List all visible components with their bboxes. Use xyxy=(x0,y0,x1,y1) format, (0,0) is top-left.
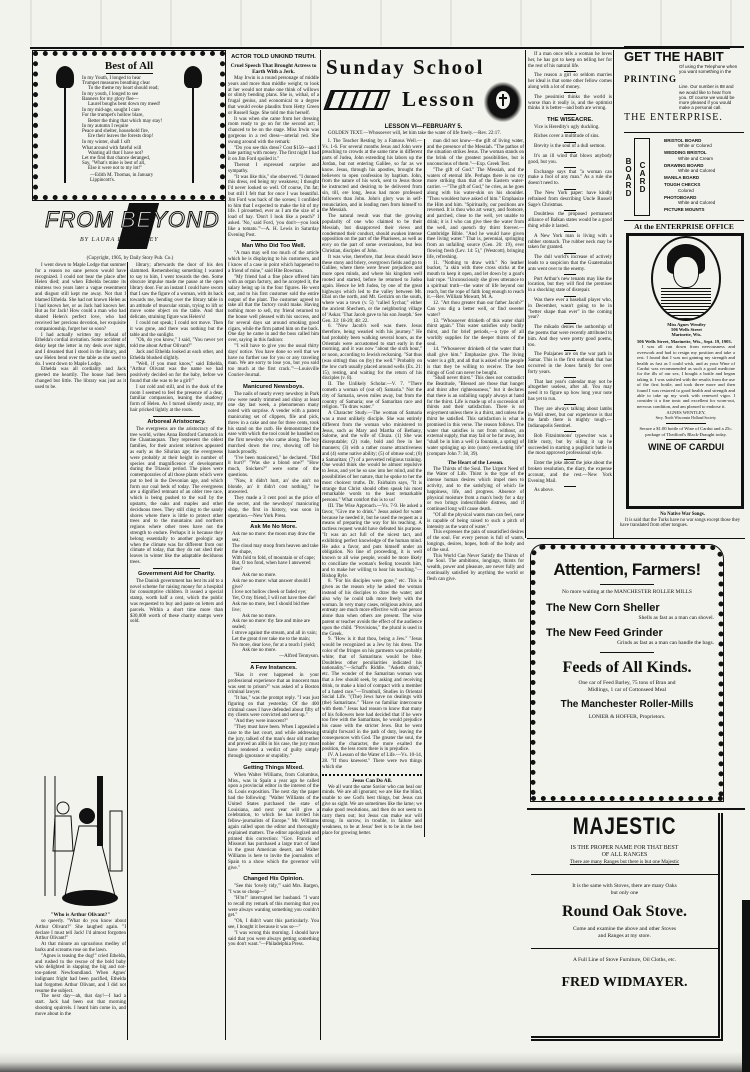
majestic-line8: A Full Line of Stove Furniture, Oil Cloths, etc. xyxy=(572,957,677,963)
article-paragraph: "'I will have to give you the usual thirty days' notice. You have done so well that we have no further use for you or any traveling man. We are sorry to lose you, but you sold too much at the first crack.'"—Louisville Courier-Journal. xyxy=(228,344,319,379)
article-paragraph: "Oh, I didn't want this particularly. You see, I bought it because it was so—" xyxy=(228,919,319,930)
quip: They are always talking about lambs in Wall street, but our experience is that the lamb there is mighty tough.—Indianapolis Sentinel. xyxy=(528,406,612,430)
poem-stanza xyxy=(82,140,176,171)
jesus-can-do-all-title: Jesus Can Do All. xyxy=(352,777,392,784)
serial-paragraph: At that minute an uproarious medley of barks and screams rose on the lawn. xyxy=(35,942,126,953)
quip: The reason a girl so seldom marries her ideal is that some other fellow comes along with a lot of money. xyxy=(528,73,612,90)
majestic-title: MAJESTIC xyxy=(572,813,677,840)
mills-name: The Manchester Roller-Mills xyxy=(560,699,694,710)
flower-illustration-right xyxy=(184,66,202,186)
poem-stanzas xyxy=(82,76,176,172)
item-variant: White and Colored xyxy=(678,168,716,174)
article-paragraph: "It has," was the prompt reply. "I was just figuring on that yesterday. Of the 400 criminal cases I have defended about fifty of my clients were convicted and sent up." xyxy=(228,696,319,719)
article-paragraph: "H'm!" interrupted her husband. "I want to recall my remark of this morning that you were always wanting something you couldn't get." xyxy=(228,896,319,919)
item-name: PHOTOBOARD xyxy=(664,194,697,200)
quip: Doubtless the proposed permanent alliance of Balkan states would be a good thing while it lasted. xyxy=(528,212,612,230)
poem-line: Ere their leaves the forests drop! xyxy=(88,134,154,140)
poem-stanza xyxy=(82,76,176,107)
jesus-can-do-all-text: We all want the same Savior who can heal our minds. We are all ignorant; we are like the blind, unable to see God's best things, but Jesus can give us sight. We are sometimes like the lame; we make good resolutions, and then do not seem to carry them out; but Jesus can make our will strong. In sorrow, in trouble, in failure and weakness, to be at Jesus' feet is to be in the best place for growing better. xyxy=(322,784,422,837)
poem-line: I love not hollow cheek or faded eye; xyxy=(232,590,307,596)
item-variant: White or Colored xyxy=(678,143,712,149)
poem-line: Ask me no more. xyxy=(242,613,277,619)
item-variant: Colored xyxy=(678,187,694,193)
lesson-paragraph: "Shall never thirst." This does not contradict the Beatitude, "Blessed are those that hunger and thirst after righteousness," but it declares that there is an unfailing supply always at hand for the thirst. Life is made up of a succession of thirsts and their satisfaction. There is no enjoyment unless there is a thirst, and unless the thirst be satisfied. This satisfaction is what is promised in this verse. The reason follows. The water that satisfies is not from without, an external supply, that may fail or be far away, but "shall be in him a well (a fountain, a spring) of water springing up into (unto) everlasting life" (compare John 7: 38, 39). xyxy=(427,376,524,457)
poem-line: But, O too fond, when have I answered thee? xyxy=(232,561,311,573)
cross-icon xyxy=(496,91,510,109)
article-title: Ask Me No More. xyxy=(250,524,297,531)
caption-line: Marinette, Wis. xyxy=(671,332,702,337)
poem-line: Let me find that chance deranged, xyxy=(82,156,151,162)
round-oak-stove: Round Oak Stove. xyxy=(562,903,687,920)
wiseacre-item: Vice is Heredity's ugly duckling. xyxy=(534,124,600,130)
poem-line: What around with fateful will xyxy=(82,145,142,151)
enterprise-office: At the ENTERPRISE OFFICE xyxy=(634,222,734,231)
war-songs-title: No Native War Songs. xyxy=(660,512,705,517)
card-board-item xyxy=(664,207,744,212)
quip: The New York paper: have kindly refrained from describing Uncle Russell Sage's Christmas. xyxy=(528,191,612,208)
article-title: Manicured Newsboys. xyxy=(243,383,304,390)
portrait-illustration xyxy=(651,236,721,321)
poem-line: For the trumpet's hollow blare, xyxy=(82,113,144,119)
serial-column-1 xyxy=(35,263,126,391)
poem-line: Ask me no more, lest I should bid thee live; xyxy=(232,601,310,613)
cardui-text: I was all run down from nervousness and overwork and had to resign my position and take a rest. I found that I was not gaining my strength and health as fast as I could wish, and as your Wine of Cardui was recommended as such a good medicine for the ills of our sex, I bought a bottle and began taking it. I was satisfied with the results from the use of the first bottle, and took three more and then found I was restored to good health and strength and able to take up my work with renewed vigor. I consider it a fine tonic and excellent for worn-out, nervous condition, and am pleased to endorse it. xyxy=(637,344,735,409)
cardui-brand: WINE OF CARDUI xyxy=(648,441,724,452)
quip: The pessimist thinks the world is worse than it really is, and the optimist thinks it is better—and both are wrong. xyxy=(528,94,612,112)
card-board-item xyxy=(664,150,744,160)
card-board-item xyxy=(664,163,744,173)
poem-line: Let the great river take me to the main; xyxy=(232,636,311,642)
cardui-offer: Secure a $1.00 bottle of Wine of Cardui and a 25c. package of Thedford's Black-Draught today. xyxy=(639,426,733,437)
lesson-paragraph: This World Can Never Satisfy the Thirsts of the Soul. The ambitions, longings, thirsts for wealth, power and pleasure, are never fully and continually satisfied by anything the world or flesh can give. xyxy=(427,553,524,582)
war-songs-text: It is said that the Turks have no war songs except those they have translated from other tongues. xyxy=(620,517,741,528)
poem-line: Wanting all that I have not? xyxy=(88,150,144,156)
poem-stanza xyxy=(82,108,176,139)
open-book-icon xyxy=(323,90,390,110)
poem-line: Laurel boughs bent down my meed! xyxy=(88,102,161,108)
lesson-number: LESSON VI—FEBRUARY 5. xyxy=(384,124,463,130)
corn-sheller-text: Shells as fast as a man can shovel. xyxy=(638,615,714,621)
lesson-paragraph: 6. "Now Jacob's well was there. Jesus therefore, being wearied with his journey." He had probably been walking several hours, as the Orientals were accustomed to start early in the morning, and it was now "about the sixth hour," or noon, according to Jewish reckoning. "Sat thus (was sitting) thus on (by) the well." Probably on the low curb usually placed around wells (Ex. 21: 15), resting, and waiting for the return of his disciples (v. 8). xyxy=(322,324,422,382)
poem-line: No more, dear love, for at a touch I yield; xyxy=(232,642,316,648)
poem-line: To the theme my heart should read; xyxy=(88,86,159,92)
item-name: DRAWING BOARD xyxy=(664,162,704,168)
lesson-paragraph: The natural result was that the growing popularity of one who claimed to be their Messiah, but disapproved their views and condemned their conduct, should awaken intense opposition on the part of the Pharisees, as well as envy on the part of some overzealous, but less Christian, disciples of John. xyxy=(322,214,422,254)
article-title: ACTOR TOLD UNKIND TRUTH. xyxy=(231,54,316,60)
lesson-paragraph: 9. "How is it that thou, being a Jew." "Jesus would be recognized as a Jew by his dress. The color of the fringes on his garments was probably white; that of Samaritans would be blue. Doubtless other peculiarities indicated his nationality."—Schaff's Riddle. "Asketh drink," etc. The wonder of the Samaritan woman was that a Jew should seek, by asking and receiving drink, to make a kind of compact with a member of a hated race."—Trumbull, Studies in Oriental Social Life. "(The) Jews have no dealings with (the) Samaritans." "Have no familiar intercourse with them." Jesus had reason to know that many of his followers here had decided that if he were too free with the Samaritans, he would prejudice his cause with the stricter Jews. But he went straight forward in the path of duty, leaving the consequences with God. The greater the soul, the nobler the character, the more exalted the position, the less room there is in prejudice. xyxy=(322,637,422,753)
majestic-line5: but only one xyxy=(610,890,639,896)
heart-of-lesson-title: The Heart of the Lesson. xyxy=(447,459,504,466)
manchester-roller-mills-ad xyxy=(531,545,723,801)
article-paragraph: "And they were innocent?" xyxy=(234,719,289,725)
lesson-paragraph: It was wise, therefore, that Jesus should leave these stony and briery, overgrown fields and go to Galilee, where there were fewer prejudices and more open minds, and where his kingdom well rooted and started, before he returned to Judea again. Hence he left Judea, by one of the great highways which led to the valley between Mt. Ebal on the north, and Mt. Gerizim on the south, where was a town (v. 5) "called Sychar," either the ancient Shechem, or the neighboring village of 'Askar. 'That Jacob gave to his son Joseph.' See Gen. 33: 18-20; 48: 22. xyxy=(322,254,422,324)
quip: Bob Fitzsimmons' typewriter was a little rusty, but by oiling it up he succeeded in starting a pugilistic battle in the most approved professional style. xyxy=(528,433,612,457)
war-songs-item xyxy=(620,512,745,529)
serial-paragraph: Ethelda was all cordiality and Jack greeted me heartily. The house had been changed but little. The library was just as it used to be. xyxy=(35,367,126,390)
serial-paragraph: "Oh, do you know," I said, "You never yet told me about Arthur Olivant?" xyxy=(130,338,223,350)
scan-margin-top xyxy=(0,0,750,46)
cardui-signer: AGNES WENTLEY, xyxy=(666,410,706,416)
article-paragraph: "It was like this," she observed. "I donned this dress, red being my weakness; I thought I'd never looked so well. Of course, I'm fat; but still I felt that for once I was beautiful. Jim Ford was back of the scenes; I confided to him that I expected to make the hit of my life. I pirouetted, ever as I am the size of a load of hay. 'Don't I look like a peach?' I asked. 'No,' said Ford, 'you don't—you look like a tomato.'"—A. H. Lewis in Saturday Evening Post. xyxy=(228,174,319,238)
lesson-column-1 xyxy=(322,139,422,837)
poem-line: Yet, O my friend, I will not have thee die! xyxy=(232,596,316,602)
lesson-paragraph: II. The Unlikely Scholar.—V. 7. "There cometh a woman of (out of) Samaria." Not the city of Samaria, seven miles away, but from the country of Samaria; one of Samaritan race and religion. "To draw water." xyxy=(322,382,422,411)
serial-paragraph: so queerly. "What do you know about Arthur Olivant?" She laughed again. "I declare I must tell Jack! I'd almost forgotten Arthur Olivant!" xyxy=(35,919,126,942)
article-paragraph: Thereat I expressed surprise and sympathy. xyxy=(228,162,319,174)
farmers-title: Attention, Farmers! xyxy=(553,560,701,579)
scan-margin-bottom xyxy=(0,1052,750,1072)
lesson-paragraph: The Thirsts of the Soul. The Urgent Need of the Water of Life. Thirst is the type of the intense human desires which impel men to activity, and to the satisfying of which lie happiness, life, and progress. Absence of physical moisture from a man's body for a day or two brings indescribable distress, and if continued long will cause death. xyxy=(427,466,524,513)
poem-line: Ask me no more. xyxy=(242,572,277,578)
quip: The Pulajanes are on the war path in Samar. This is the first outbreak that has occurred in the Jones family for over forty years. xyxy=(528,352,612,375)
illustration-mother-and-child xyxy=(35,776,126,911)
charity-title: Government Aid for Charity. xyxy=(138,570,215,577)
article-title: Changed His Opinion. xyxy=(243,876,304,883)
article-paragraph: "I was wrong this morning. I should have said that you were always getting something you don't want."—Philadelphia Press. xyxy=(228,930,319,948)
poem-line: Say, "What's mine is best of all, xyxy=(82,161,146,167)
lesson-body xyxy=(322,124,525,837)
lesson-paragraph: 13. "Whosoever drinketh of this water shall thirst again." This water satisfies only bodily thirst, and for brief periods,—a type of all worldly supplies for the deeper thirsts of the soul. xyxy=(427,318,524,347)
article-paragraph: "They must have been. When I appealed a case to the last court, and while addressing the jury, talked of the man's dear old mother and proved an alibi in his case, the jury must have rendered a verdict of guilty simply through ignorance or stupidity." xyxy=(228,725,319,760)
poem-line: In my youth, I longed to see xyxy=(82,91,139,97)
card-board-item xyxy=(664,182,744,192)
article-paragraph: When Walter Williams, from Columbus, Miss., was in Spain a year ago he called upon a provincial editor in the interest of the St. Louis exposition. The next day the paper had the following: "Walter Williams of the United States purchased the state of Louisiana, and next year will give a celebration, to which he has invited his fellow-journalists of Europe." Mr. Williams again called upon the editor and thoroughly explained matters. The editor apologized and printed this correction: "Gov. Francis of Missouri has purchased a large tract of land in the great American desert, and Walter Williams is here to invite the journalists of Spain to a show which the governor will give." xyxy=(228,772,319,871)
card-board-item xyxy=(664,175,744,180)
feeds-text-2: Midlings, 1 car of Cottonseed Meal xyxy=(587,687,667,693)
poem-box xyxy=(33,51,225,200)
poem-line: In my Youth, I longed to hear xyxy=(82,76,141,81)
card-board-label: CARD BOARD xyxy=(634,138,650,216)
item-name: BRISTOL BOARD xyxy=(664,138,702,143)
article-paragraph: "A man may sell too much of the article which he is displaying to his customers, and I know of a case in point which happened to a friend of mine," said Hite Bowman. xyxy=(228,251,319,274)
serial-title: FROM BEYOND xyxy=(45,207,220,232)
article-subtitle: Cruel Speech That Brought Actress to Earth With a Jerk. xyxy=(230,63,317,75)
article-title: Man Who Did Too Well. xyxy=(241,243,306,250)
habit-enterprise: THE ENTERPRISE. xyxy=(624,112,723,124)
golden-text: GOLDEN TEXT.—Whosoever will, let him take the water of life freely.—Rev. 22:17. xyxy=(328,131,502,136)
cardui-testimonial xyxy=(637,339,735,453)
charity-text: The Danish government has lent its aid to a novel scheme for raising money for a hospital for consumptive children. It issued a special stamp, worth half a cent, which the public was requested to buy and paste on letters and parcels. Within a short time more than $30,000 worth of these charity stamps were sold. xyxy=(130,578,223,625)
feed-grinder: The New Feed Grinder xyxy=(546,627,663,639)
lesson-paragraph: A Character Study.—The woman of Samaria was a most unlikely disciple. She was entirely different from the woman who ministered to Jesus, such as Mary and Martha of Bethany, Salome, and the wife of Chuza. (1) She was disreputable; (2) rude, bold and free in her manners; (3) with a rather coarse attractiveness and (4) some native ability; (5) of obtuse soul; (6) a Samaritan; (7) of a perverted religious training. One would think she would be almost repulsive to Jesus, and yet he so saw into her mind, and the possibilities of her nature, that he spoke to her the most choicest truths. Dr. Fairbairn says, "It is strange that Christ should often speak his most remarkable words to the least remarkable persons." What comfort this is to us! xyxy=(322,411,422,504)
quip: A New York man is living with a rubber stomach. The rubber neck may be taken for granted. xyxy=(528,233,612,251)
lesson-paragraph: IV. A Lesson of the Water of Life.—Vs. 10-14, 28. "If thou knewest." There were two things which she xyxy=(322,753,422,770)
flower-illustration-left xyxy=(56,66,74,186)
quips-column xyxy=(528,52,612,494)
wiseacre-item: Brevity is the soul of a dull sermon. xyxy=(534,144,606,150)
serial-paragraph: I could not speak; I could not move. Then it was gone, and there was nothing but the table and the sunlight. xyxy=(130,320,223,338)
poem-line: Else it were not to my lot!" xyxy=(88,166,143,172)
majestic-range-ad xyxy=(531,813,723,1041)
habit-text-2: Line. Our number is 88 and we would like to hear from you. Of course we would be more pleased if you would make a personal call. xyxy=(679,84,735,111)
quip: That last year's calendar may not be altogether useless, after all. You may need it to figure up how long your note has yet to run. xyxy=(528,379,612,402)
masthead-bottom-text: Lesson xyxy=(402,87,476,111)
lesson-paragraph: I. The Teacher Resting by a Famous Well.—Vs. 1-6. For several months Jesus and John were preaching to crowds at the same time in different parts of Judea, John extending his labors up the Jordan, but not entering Galilee, so far as we know. Jesus, through his apostles, brought the believers to open confession by baptism. John, from the nature of his work, sent to Jesus those he instructed and desiring to be delivered from sin, till, ere long, Jesus had more professed followers than John. John's glory was in self-renunciation, and in leading men from himself to the Messiah. xyxy=(322,138,422,214)
miscellany-column xyxy=(228,52,319,948)
habit-text-1: Of using the Telephone when you want something in the xyxy=(679,64,738,75)
illustration-caption: "Who is Arthur Olivant?" xyxy=(50,912,111,918)
lesson-paragraph: 11. "Nothing to draw with." No leather bucket, "a skin with three cross sticks at the mouth to keep it open, and let down by a goat's hair rope. "Unconsciously she gives utterance to a spiritual truth—the water of life beyond our reach, but the rope of faith long enough to reach it.—Rev. William Mowatt, M. A. xyxy=(427,260,524,301)
article-paragraph: "My friend had a fine place offered him with an organ factory, and he accepted it, the salary being up in the four figures. He went out, and to his first customer sold the entire output of the plant. The customer agreed to take all that the factory could make. Having nothing more to sell, my friend returned to the house well pleased with his success, and for several days sat around smoking good cigars, while the firm patted him on the back. One day he came in and the boss called him over, saying in this fashion: xyxy=(228,274,319,344)
poem-line: Ask me no more: what answer should I give? xyxy=(232,578,311,590)
poem-line: In my mid-age, sought I care xyxy=(82,108,140,114)
article-paragraph: "I've been manicured," he declared. "Did it hurt?" "Was she a blond one?" "How much, Snickers?" were some of the questions. xyxy=(228,455,319,478)
dealer-name: FRED WIDMAYER. xyxy=(561,975,688,990)
caption-line: Miss Agnes Wentley xyxy=(667,322,706,327)
lesson-paragraph: 8. "For his disciples were gone," etc. This is given as the reason why he asked the woman instead of his disciples to draw the water; and also why he could talk more freely with the woman. In very many cases, religious advice, and entreaty are much more effective with one person alone than when others are present. The wise parent or teacher avoids the effect of the audience upon the child. "Provisions," the plural is used in the Greek. xyxy=(322,579,422,637)
serial-paragraph: I sat cold and still, and in the dusk of the room I seemed to feel the presence of a dear, familiar compassion, leaning the shadowy form of Helen. As I turned silently away, my hair pricked lightly at the roots. xyxy=(130,384,223,413)
mills-proprietors: LONIER & HOFFER, Proprietors. xyxy=(588,714,666,720)
serial-column-2 xyxy=(130,263,223,625)
lesson-paragraph: "Of all the physical wants man can feel, none is capable of being raised to such a pitch of intensity as the want of water." xyxy=(427,513,524,530)
corn-sheller: The New Corn Sheller xyxy=(546,602,660,614)
item-variant: White and Cream xyxy=(678,155,714,161)
farmers-line1: No more waiting at the MANCHESTER ROLLER MILLS xyxy=(561,589,692,595)
lesson-paragraph: This expresses the pain of unsatisfied desires of the soul. For every person is full of wants, longings, desires, hopes, both of the body and of the soul. xyxy=(427,530,524,553)
serial-copyright: (Copyright, 1905, by Daily Story Pub. Co.) xyxy=(86,256,174,261)
majestic-line4: It is the same with Stoves, there are many Oaks xyxy=(572,883,677,889)
wiseacre-item: Riches cover a multitude of sins. xyxy=(534,134,600,140)
poem-line: Ask me no more: thy fate and mine are sealed; xyxy=(232,619,311,631)
article-paragraph: It was when she came from her dressing room ready to go on for the second act; I chanced to be on the stage. Miss Irwin was gorgeous in a red dress—arterial red. She swung around with the remark: xyxy=(228,116,319,145)
wine-of-cardui-ad xyxy=(626,233,744,509)
poem-author: —Edith M. Thomas, in January Lippincott's. xyxy=(90,172,154,183)
article-paragraph: "See this 'lovely tidy,'" said Mrs. Bargen, "I was so cheap—" xyxy=(228,884,319,896)
sunburst-decoration xyxy=(484,82,522,122)
serial-paragraph: I had actually written my refusal of Ethelda's cordial invitation. Some accident of delay kept the letter in my desk over night, and I dreamed that I stood in the library, and saw Helen bend over the table as she used to do. I went down to Maple Lodge. xyxy=(35,332,126,367)
serial-column-1-continued xyxy=(35,919,126,1018)
lesson-column-2 xyxy=(427,139,524,583)
quip: Was there ever a baseball player who, in December, wasn't going to be in "better shape than ever" in the coming year? xyxy=(528,298,612,321)
scan-edge xyxy=(742,900,750,1072)
serial-paragraph: "Agnes is teasing the dog!" cried Ethelda, and rushed to the rescue of the bold baby who delighted in slapping the big and not-too-patient Newfoundland. When Agnes' indignant fright had been pacified, Ethelda had forgotten Arthur Olivant, and I did not resume the subject. xyxy=(35,953,126,994)
article-title: A Few Instances. xyxy=(250,664,297,671)
serial-title-banner xyxy=(40,201,230,255)
wiseacre-title: THE WISEACRE. xyxy=(546,116,594,123)
poem-line: Ask me no more. xyxy=(242,648,277,654)
item-name: WEDDING BRISTOL xyxy=(664,150,707,156)
card-board-item xyxy=(664,138,744,148)
card-board-list xyxy=(664,138,744,214)
item-name: MANILA BOARD xyxy=(664,175,700,181)
poem xyxy=(82,60,176,183)
caption-line: 506 Wells Street xyxy=(671,327,702,332)
serial-paragraph: The next day—ah, that day!—I had a start. Jack had been out that morning shooting squirrels. I heard him come in, and move about in the xyxy=(35,994,126,1017)
cardui-signer-title: Secy. North Wisconsin Holland Society. xyxy=(655,415,717,420)
habit-title: GET THE HABIT xyxy=(624,49,724,64)
quip: Enter the joke about the joke about the broken resolution, the diary, the expense account, and the rest.—New York Evening Mail. xyxy=(528,461,612,484)
quip: As above. xyxy=(534,488,554,494)
poem-line: Peace and shelter, household fire, xyxy=(82,129,149,135)
serial-paragraph: I went down to Maple Lodge that summer for a reason no sane person would have recognized. I could not bear the place after Helen died; and when Ethelda became its mistress two years later a vague resentment and disgust still kept me away. Not that I blamed Ethelda. She had not known Helen as I had known her, or as Jack had known her. But as for Jack! How could a man who had shared Helen's perfect love, who had received her precious devotion, her exquisite companionship, forget her so soon? xyxy=(35,263,126,332)
item-variant: White and Colored xyxy=(678,200,716,206)
poem-line: Ask me no more: the moon may draw the sea; xyxy=(232,532,316,544)
lesson-paragraph: man did not know—the gift of living water, and the presence of the Messiah. "The pathos of the situation strikes Jesus. The woman stands on the brink of the greatest possibilities, but is unconscious of them."—Exp. Greek Test. xyxy=(427,138,524,167)
poem-line: I strove against the stream, and all in vain; xyxy=(232,630,317,636)
sunday-school-lesson-masthead xyxy=(322,52,524,124)
majestic-line6: Come and examine the above and other Stoves xyxy=(572,926,677,932)
article-paragraph: May Irwin is a round personage of middle years and more than middle weight; to look at her would not make one think of willows or slimly bending plans. She is, withal, of a frugal genius, and economical to a degree that would evoke plaudits from Hetty Green or Russell Sage. She told me this herself. xyxy=(228,76,319,116)
arboreal-title: Arboreal Aristocracy. xyxy=(147,418,206,425)
wiseacre-item: It's an ill wind that blows anybody good, but you. xyxy=(528,154,612,165)
lesson-paragraph: 12. "Art thou greater than our father Jacob?" Can you dig a better well, or find sweeter water? xyxy=(427,301,524,318)
article-paragraph: "Naw, it didn't hurt, an' she ain't no blonde, an' it didn't cost nothing," he answered. xyxy=(228,478,319,496)
poem-line: With fold to fold, of mountain or of cape; xyxy=(232,555,315,561)
article-paragraph: The nails of nearly every newsboy in Park row were neatly trimmed and shiny at least one day last week, a phenomenon many noted with surprise. A vender with a patent manicuring set of clippers, file and pick, threw in a cake and one for three cents, took his stand on the curb. He demonstrated the ease with which the tool could be handled on the first newsboy who came along. The boy marched down the row, showing off his hands proudly. xyxy=(228,391,319,455)
item-name: TOUGH CHECKS xyxy=(664,182,701,188)
article-paragraph: They made a 3 cent pool as the price of the secret, and the newsboys' manicuring shop, the first in history, was soon in operation.—New York Press. xyxy=(228,496,319,519)
poem-author: —Alfred Tennyson. xyxy=(279,654,319,660)
majestic-line3: There are many Ranges but there is but one Majestic xyxy=(569,859,680,865)
majestic-line1: IS THE PROPER NAME FOR THAT BEST xyxy=(570,845,679,851)
serial-paragraph: Jack and Ethelda looked at each other, and Ethelda blushed slightly. xyxy=(130,349,223,361)
poem-line: Better the thing that which may stay! xyxy=(88,118,163,124)
quip: Port Arthur's new tenants may like the location, but they will find the premises in a shocking state of disrepair. xyxy=(528,276,612,294)
serial-byline: BY LAURA L. HINKLEY xyxy=(80,237,159,243)
feeds-text-1: One car of Feed Barley, 75 tons of Bran and xyxy=(578,680,676,686)
portrait-caption xyxy=(649,322,724,337)
lesson-paragraph: "The gift of God." The Messiah, and the waters of eternal life. Perhaps there is no cry more striking than that of the Eastern water-carrier. —"The gift of God," he cries, as he goes along with his water-skin on his shoulder. "Thou wouldest have asked of him." Emphasize the Him and him. "Spiritually, our positions are reversed. It is thou who art weary, and footsore, and parched, close to the well, yet unable to drink; it is I who can give thee the water from the well, and quench thy thirst forever.—Cambridge Bible. "And he would have given thee living water." That is, perennial, springing from an unfailing source (Gen. 26: 19), ever flowing fresh (Lev. 14: 5)," (Westcott), bringing life, refreshing. xyxy=(427,167,524,260)
masthead-top-text: Sunday School xyxy=(326,55,485,79)
poem-line: In my autumn I require xyxy=(82,123,129,129)
poem-title: Best of All xyxy=(104,60,154,72)
enterprise-printing-ad xyxy=(624,46,744,231)
majestic-line2: OF ALL RANGES xyxy=(601,852,648,858)
quip: Exchange says that "a woman can make a fool of any man." As a rule she doesn't need to. xyxy=(528,169,612,187)
card-board-item xyxy=(664,195,744,205)
quip: If a man once tells a woman he loves her, he has got to keep on telling her for the rest of his natural life. xyxy=(528,52,612,69)
arboreal-text: The evergreens are the aristocracy of the tree world, writes Anna Botsford Comstock in the Chautauquan. They represent the oldest families, for their ancient relatives appeared as early as the Silurian age; the evergreens were probably at their height in number of species and magnificence of development during the Triassic period. The pines were contemporaries of all those plants which were put to bed in the Devonian age, and which form our coal beds of today. The evergreens are a dignified remnant of an older tree race, which is being pushed to the wall by the upstarts, the oaks and maples and other deciduous trees. They still cling to the sandy shores where there is little to protect other trees and to the mountains and northern regions where other trees have not the strength to endure. Perhaps it is because they belong essentially to another geologic age when the climate was far different from our climate of today, that they do not shed their leaves in winter like the adaptable deciduous trees. xyxy=(130,426,223,566)
feeds-title: Feeds of All Kinds. xyxy=(562,659,692,676)
habit-printing: PRINTING xyxy=(624,74,678,85)
poem-line: Trumpet measures breathing clear xyxy=(82,81,150,87)
quip: The dull world's increase of actively leads to a suspicion that the Guatemalan ants went over to the enemy. xyxy=(528,255,612,272)
article-paragraph: "Do you see this dress? Cost $150—and I hate parting with money. The first night I had it on Jim Ford spoiled it." xyxy=(228,145,319,163)
item-name: PICTURE MOUNTS xyxy=(664,207,705,213)
feed-grinder-text: Grinds as fast as a man can handle the bags. xyxy=(617,640,714,646)
poem-line: In my winter, shall I sift xyxy=(82,140,131,146)
lesson-paragraph: 14. "Whosoever drinketh of the water that I shall give him." Emphasize give. The living water is a gift, and all that is asked of the people is that they be willing to receive. The best things of God can never be bought. xyxy=(427,347,524,376)
majestic-line7: and Ranges at my store. xyxy=(598,933,651,939)
article-paragraph: "Has it ever happened in your professional experience that an innocent man was sent to prison?" was asked of a Boston criminal lawyer. xyxy=(228,672,319,696)
poem-line: The cloud may stoop from heaven and take the shape, xyxy=(232,543,319,555)
serial-paragraph: "Well, if you must know," said Ethelda, "Arthur Olivant was the name we had positively decided on for the baby, before we found that she was to be a girl!" xyxy=(130,361,223,384)
quip: The mikado denies the authorship of the poems that were recently attributed to him. And they were pretty good poems, too. xyxy=(528,325,612,348)
article-title: Getting Things Mixed. xyxy=(243,764,304,771)
serial-paragraph: library; afterwards the door of his den slammed. Remembering something I wanted to say to him, I went towards the den. Some obscure impulse made me pause at the open library door. For an instant I could have sworn that I saw the figure of a woman, with its back towards me, bending over the library table in an attitude of muscular strain, trying to lift or move some object on the table. And that delicate, straining figure was Helen's! xyxy=(130,263,223,321)
poem-line: Banners for my glory flee— xyxy=(82,96,139,102)
cardui-dateline: 506 Wells Street, Marinette, Wis., Sept. 19, 1903. xyxy=(637,339,732,344)
lesson-paragraph: III. The Wise Approach.—Vs. 7-9. He asked a favor, "Give me to drink." Jesus asked for water because he needed it, but he used the request as a means of preparing the way for his teaching. A tactless request would have defeated his purpose. "It was an act full of the nicest tact, and exhibiting perfect knowledge of the human mind. He asks a favor, and puts himself under an obligation. No line of proceeding, it is well known to all wise people, would be more likely to conciliate the woman's feeling towards him, and to make her willing to hear his teaching."—Bishop Ryle. xyxy=(322,504,422,579)
